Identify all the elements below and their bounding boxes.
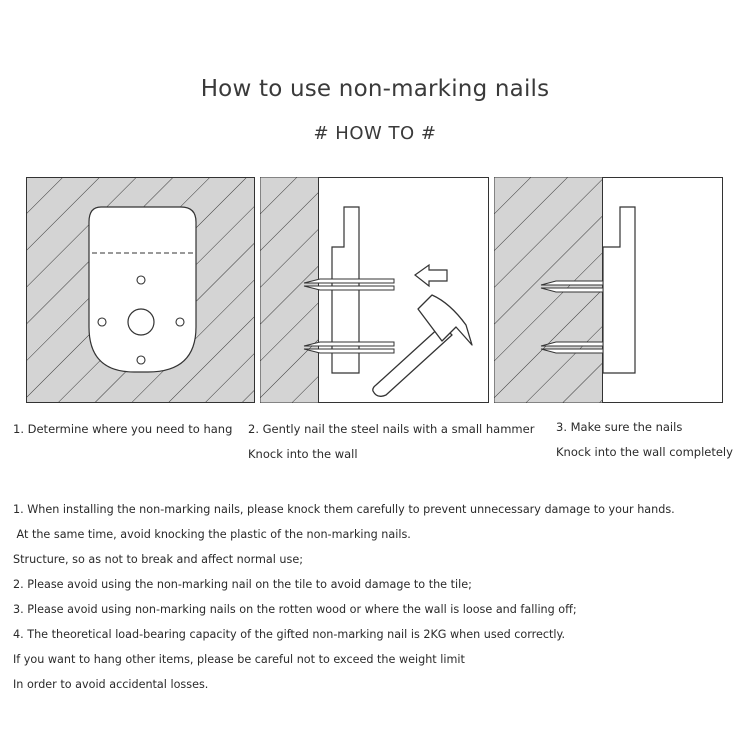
- step-2-caption: 2. Gently nail the steel nails with a small hammer: [248, 422, 535, 436]
- step-2-caption-line-2: Knock into the wall: [248, 447, 358, 461]
- note-line: 4. The theoretical load-bearing capacity of the gifted non-marking nail is 2KG when used correctly.: [13, 628, 566, 641]
- illustration-step-3: [494, 177, 723, 403]
- note-line: At the same time, avoid knocking the plastic of the non-marking nails.: [13, 528, 411, 541]
- step-3-caption-line-2: Knock into the wall completely: [556, 445, 733, 459]
- step-1-caption: 1. Determine where you need to hang: [13, 422, 233, 436]
- step-3-caption: 3. Make sure the nails: [556, 420, 683, 434]
- illustration-step-2: [260, 177, 489, 403]
- note-line: 3. Please avoid using non-marking nails on the rotten wood or where the wall is loose and falling off;: [13, 603, 577, 616]
- usage-notes: [13, 497, 738, 697]
- note-line: Structure, so as not to break and affect normal use;: [13, 553, 303, 566]
- page-subtitle: # HOW TO #: [313, 123, 437, 144]
- page-title: How to use non-marking nails: [200, 76, 550, 102]
- note-line: In order to avoid accidental losses.: [13, 678, 209, 691]
- note-line: 1. When installing the non-marking nails, please knock them carefully to prevent unnecessary damage to your hands.: [13, 503, 675, 516]
- wall-texture: [261, 178, 319, 403]
- note-line: If you want to hang other items, please be careful not to exceed the weight limit: [13, 653, 465, 666]
- note-line: 2. Please avoid using the non-marking nail on the tile to avoid damage to the tile;: [13, 578, 472, 591]
- illustration-step-1: [26, 177, 255, 403]
- hanger-plate: [89, 207, 196, 372]
